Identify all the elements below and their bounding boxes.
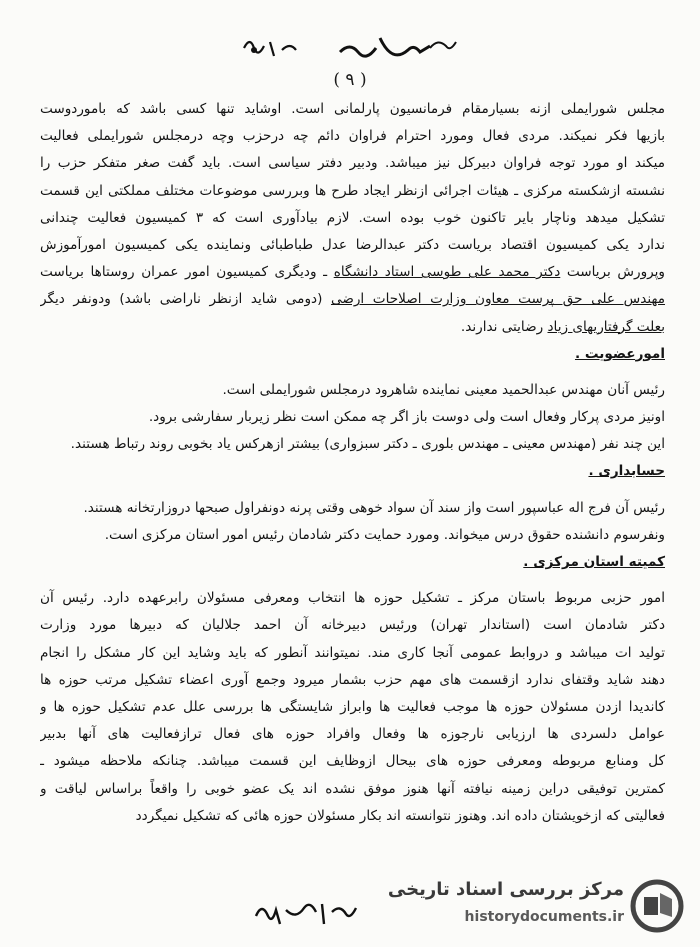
watermark-title: مرکز بررسی اسناد تاریخی <box>387 879 624 900</box>
watermark-url: historydocuments.ir <box>464 909 624 925</box>
underlined-phrase: بعلت گرفتاریهای زیاد <box>547 318 665 335</box>
paragraph-1 <box>40 96 665 341</box>
text-line: مهندس علی حق پرست معاون وزارت اصلاحات ارضی (دومی شاید ازنظر ناراضی باشد) ودونفر دیگر <box>40 291 665 308</box>
text-line: فعالیتی که ازخویشتان داده اند. وهنوز نتوانسته اند بکار مسئولان حوزه هائی که تشکیل نمیگردد <box>135 807 665 824</box>
document-body <box>40 96 665 830</box>
text-line: کل ومنابع مربوطه ومعرفی حوزه های بیحال ازوظایف این قسمت میباشد. چنانکه ملاحظه میشود ـ <box>40 753 665 770</box>
section-heading-text: امورعضویت . <box>574 345 665 362</box>
archive-watermark <box>387 875 688 937</box>
underlined-phrase: دکتر محمد علی طوسی استاد دانشگاه <box>333 264 561 281</box>
text-line: تولید ات میباشد و دروابط عمومی آنجا کاری مند. نمیتوانند آنطور که باید وشاید این کار مشکل را انجام <box>40 644 665 661</box>
text-line: کاندیدا ازدن مسئولان حوزه ها موجب فعالیت ها وابراز شایستگی ها بررسی علل عدم تشکیل حوزه ها و <box>40 698 665 715</box>
text-line: اونیز مردی پرکار وفعال است ولی دوست باز اگر چه ممکن است نظر زیربار سفارشی برود. <box>148 409 665 426</box>
section-heading-accounting <box>40 458 665 485</box>
text-line: تشکیل میدهد وناچار بایر تاکنون خوب بوده است. لازم بیادآوری است که ۳ کمیسیون فعالیت چندانی <box>40 209 665 226</box>
handwritten-signature <box>250 892 370 932</box>
archive-logo-icon <box>630 879 684 933</box>
section-heading-text: کمیته استان مرکزی . <box>523 554 665 570</box>
text-line: ندارد یکی کمیسیون اقتصاد بریاست دکتر عبدالرضا عدل طباطبائی ونماینده یکی کمیسیون امورآموزش <box>40 236 665 253</box>
section-heading-central-province <box>40 549 665 576</box>
handwritten-annotation <box>230 28 480 68</box>
text-line: ونفرسوم دانشنده حقوق درس میخواند. ومورد حمایت دکتر شادمان رئیس امور استان مرکزی است. <box>104 526 665 543</box>
paragraph-2 <box>40 377 665 459</box>
text-line: نشسته ازشکسته مرکزی ـ هیئات اجرائی ازنظر ایجاد طرح ها وبررسی موضوعات مختلف مملکتی این قسمت <box>40 182 665 199</box>
text-line: عوامل دلسردی ها ارزیابی نارجوزه ها وفعال وافراد حوزه های فعال ترازفعالیت های آنها بدبیر <box>40 726 665 743</box>
text-line: وپرورش بریاست دکتر محمد علی طوسی استاد دانشگاه ـ ودیگری کمیسیون امور عمران روستاها بریاست <box>40 264 665 281</box>
text-line: میکند او مورد توجه فراوان دبیرکل نیز میباشد. ودبیر دفتر سیاسی است. باید گفت صغر متفکر حزب را <box>40 155 665 172</box>
text-line: دکتر شادمان است (استاندار تهران) ورئیس دبیرخانه آن احمد جلالیان که دبیرها مورد وزارت <box>40 617 665 634</box>
text-line: دهند شاید وقتفای ندارد ازقسمت های مهم حزب بشمار میرود وجمع آوری اعضاء تشکیل مرتب حوزه ها <box>40 671 665 688</box>
page-number: ( ۹ ) <box>333 70 367 90</box>
text-line: بازیها فکر نمیکند. مردی فعال ومورد احترام فراوان دائم چه درحزب وچه درمجلس شورایملی فعالیت <box>40 128 665 145</box>
text-line: رئیس آنان مهندس عبدالحمید معینی نماینده شاهرود درمجلس شورایملی است. <box>222 381 665 398</box>
text-line: رئیس آن فرج اله عباسپور است واز سند آن سواد خوهی وقتی پرنه دونفراول صبحها دروزارتخانه هستند. <box>83 499 665 516</box>
paragraph-3 <box>40 495 665 549</box>
paragraph-4 <box>40 585 665 830</box>
text-line: مجلس شورایملی ازنه بسیارمقام فرمانسیون پارلمانی است. اوشاید تنها کسی باشد که باموردوست <box>40 101 665 117</box>
underlined-phrase: مهندس علی حق پرست معاون وزارت اصلاحات ارضی <box>330 291 665 308</box>
text-line: امور حزبی مربوط باستان مرکز ـ تشکیل حوزه ها انتخاب ومعرفی مسئولان رابرعهده دارد. رئیس آن <box>40 590 665 607</box>
text-line: کمترین توفیقی دراین زمینه نیافته آنها هنوز موفق نشده اند یک عضو خوبی را واقعاً براساس لیاقت و <box>40 780 665 797</box>
text-line: بعلت گرفتاریهای زیاد رضایتی ندارند. <box>460 318 665 335</box>
section-heading-membership <box>40 341 665 368</box>
section-heading-text: حسابداری . <box>588 463 665 480</box>
text-line: این چند نفر (مهندس معینی ـ مهندس بلوری ـ دکتر سبزواری) بیشتر ازهرکس یاد بخوبی روند رتباط هستند. <box>70 436 665 453</box>
